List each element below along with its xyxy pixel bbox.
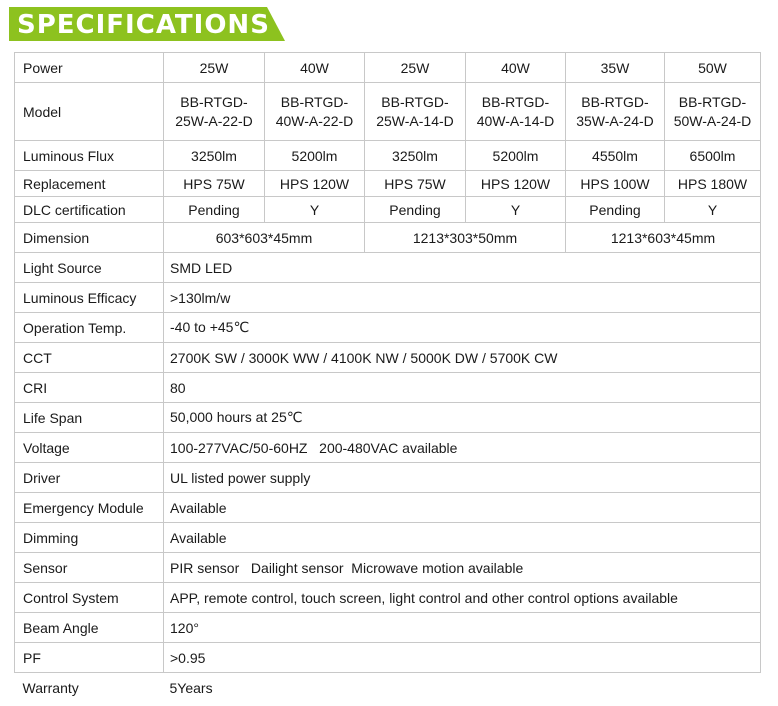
model-value <box>566 83 665 141</box>
dimension-value: 1213*303*50mm <box>365 223 566 253</box>
spec-row <box>15 613 761 643</box>
spec-label: Luminous Efficacy <box>15 283 164 313</box>
spec-value: >0.95 <box>164 643 761 673</box>
spec-row <box>15 463 761 493</box>
model-line: 40W-A-22-D <box>275 112 354 129</box>
dlc-value: Pending <box>365 197 466 223</box>
model-line: 25W-A-22-D <box>175 112 253 129</box>
spec-value: 120° <box>164 613 761 643</box>
luminous-flux-value: 3250lm <box>164 141 265 171</box>
spec-value: >130lm/w <box>164 283 761 313</box>
power-value: 25W <box>164 53 265 83</box>
spec-label: Driver <box>15 463 164 493</box>
dlc-value: Pending <box>164 197 265 223</box>
spec-row <box>15 343 761 373</box>
dlc-label: DLC certification <box>15 197 164 223</box>
power-value: 40W <box>265 53 365 83</box>
model-line: 25W-A-14-D <box>376 112 454 129</box>
spec-row <box>15 673 761 703</box>
replacement-value: HPS 75W <box>164 171 265 197</box>
spec-value: SMD LED <box>164 253 761 283</box>
spec-label: CRI <box>15 373 164 403</box>
spec-row <box>15 283 761 313</box>
spec-label: Dimming <box>15 523 164 553</box>
spec-row <box>15 643 761 673</box>
dlc-row <box>15 197 761 223</box>
spec-value: -40 to +45℃ <box>164 313 761 343</box>
model-line: 50W-A-24-D <box>673 112 752 129</box>
spec-row <box>15 373 761 403</box>
model-line: BB-RTGD- <box>581 93 649 110</box>
spec-label: Light Source <box>15 253 164 283</box>
spec-row <box>15 253 761 283</box>
model-line: 35W-A-24-D <box>576 112 654 129</box>
spec-label: Life Span <box>15 403 164 433</box>
power-value: 35W <box>566 53 665 83</box>
replacement-value: HPS 120W <box>466 171 566 197</box>
replacement-value: HPS 100W <box>566 171 665 197</box>
spec-row <box>15 403 761 433</box>
model-row <box>15 83 761 141</box>
model-label: Model <box>15 83 164 141</box>
spec-label: Sensor <box>15 553 164 583</box>
dlc-value: Y <box>466 197 566 223</box>
model-value <box>164 83 265 141</box>
power-value: 40W <box>466 53 566 83</box>
replacement-row <box>15 171 761 197</box>
model-line: BB-RTGD- <box>481 93 550 110</box>
spec-value: APP, remote control, touch screen, light control and other control options available <box>164 583 761 613</box>
power-value: 25W <box>365 53 466 83</box>
dlc-value: Y <box>265 197 365 223</box>
model-line: 40W-A-14-D <box>476 112 555 129</box>
spec-value: 80 <box>164 373 761 403</box>
replacement-label: Replacement <box>15 171 164 197</box>
power-value: 50W <box>665 53 761 83</box>
replacement-value: HPS 120W <box>265 171 365 197</box>
spec-row <box>15 313 761 343</box>
spec-label: Beam Angle <box>15 613 164 643</box>
spec-label: Operation Temp. <box>15 313 164 343</box>
spec-row <box>15 433 761 463</box>
dlc-value: Y <box>665 197 761 223</box>
specifications-banner <box>9 7 285 41</box>
spec-row <box>15 493 761 523</box>
spec-label: PF <box>15 643 164 673</box>
spec-label: CCT <box>15 343 164 373</box>
model-line: BB-RTGD- <box>381 93 449 110</box>
luminous-flux-row <box>15 141 761 171</box>
spec-value: 2700K SW / 3000K WW / 4100K NW / 5000K DW / 5700K CW <box>164 343 761 373</box>
dimension-row <box>15 223 761 253</box>
banner-title: SPECIFICATIONS <box>17 10 270 40</box>
spec-label: Voltage <box>15 433 164 463</box>
spec-value: 100-277VAC/50-60HZ 200-480VAC available <box>164 433 761 463</box>
spec-label: Warranty <box>22 679 79 696</box>
luminous-flux-value: 5200lm <box>466 141 566 171</box>
luminous-flux-label: Luminous Flux <box>15 141 164 171</box>
power-label: Power <box>15 53 164 83</box>
model-value <box>365 83 466 141</box>
dlc-value: Pending <box>566 197 665 223</box>
model-line: BB-RTGD- <box>280 93 349 110</box>
luminous-flux-value: 5200lm <box>265 141 365 171</box>
spec-value: UL listed power supply <box>164 463 761 493</box>
model-value <box>665 83 761 141</box>
replacement-value: HPS 180W <box>665 171 761 197</box>
specifications-table <box>14 52 761 702</box>
spec-label: Emergency Module <box>15 493 164 523</box>
dimension-label: Dimension <box>15 223 164 253</box>
luminous-flux-value: 3250lm <box>365 141 466 171</box>
spec-label: Control System <box>15 583 164 613</box>
spec-value: Available <box>164 493 761 523</box>
model-line: BB-RTGD- <box>180 93 248 110</box>
spec-value: PIR sensor Dailight sensor Microwave motion available <box>164 553 761 583</box>
model-value <box>466 83 566 141</box>
spec-value: 50,000 hours at 25℃ <box>164 403 761 433</box>
spec-row <box>15 583 761 613</box>
dimension-value: 1213*603*45mm <box>566 223 761 253</box>
spec-value: 5Years <box>169 679 213 696</box>
luminous-flux-value: 4550lm <box>566 141 665 171</box>
model-value <box>265 83 365 141</box>
luminous-flux-value: 6500lm <box>665 141 761 171</box>
dimension-value: 603*603*45mm <box>164 223 365 253</box>
spec-row <box>15 553 761 583</box>
spec-value: Available <box>164 523 761 553</box>
replacement-value: HPS 75W <box>365 171 466 197</box>
model-line: BB-RTGD- <box>678 93 747 110</box>
power-row <box>15 53 761 83</box>
spec-row <box>15 523 761 553</box>
